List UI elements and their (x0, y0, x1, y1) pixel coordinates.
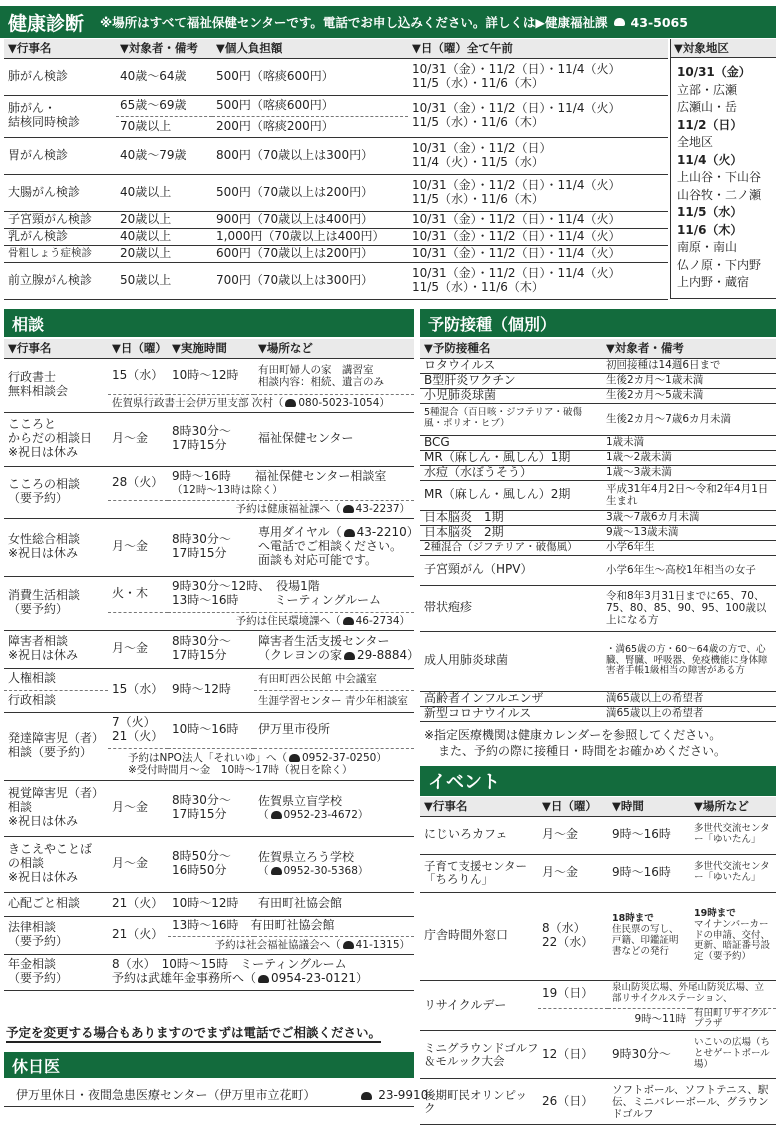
phone-icon (343, 505, 354, 513)
table-row: 胃がん検診 40歳～79歳 800円（70歳以上は300円） 10/31（金）・11/2（日） 11/4（火）・11/5（水） (4, 137, 668, 174)
table-row: 法律相談 （要予約） 21（火） 13時～16時 有田町社協会館 (4, 916, 414, 936)
table-row: MR（麻しん・風しん）2期 平成31年4月2日～令和2年4月1日生まれ (420, 480, 776, 510)
table-row: 心配ごと相談 21（火） 10時～12時 有田町社協会館 (4, 892, 414, 916)
yobo-header-bar (420, 309, 776, 337)
phone-icon (271, 811, 282, 819)
table-row: 子宮頸がん検診 20歳以上 900円（70歳以上は400円） 10/31（金）・11/2（日）・11/4（火） (4, 211, 668, 228)
kenko-header-bar (0, 6, 776, 38)
table-row: 新型コロナウイルス 満65歳以上の希望者 (420, 706, 776, 721)
table-header: ▼行事名 ▼対象者・備考 ▼個人負担額 ▼日（曜）全て午前 (4, 39, 668, 58)
table-row: BCG 1歳未満 (420, 435, 776, 450)
phone-icon (289, 754, 300, 762)
table-row: 前立腺がん検診 50歳以上 700円（70歳以上は300円） 10/31（金）・11/2（日）・11/4（火） 11/5（水）・11/6（木） (4, 262, 668, 299)
table-row: 肺がん検診 40歳～64歳 500円（喀痰600円） 10/31（金）・11/2（日）・11/4（火） 11/5（水）・11/6（木） (4, 58, 668, 95)
phone-icon (344, 652, 355, 660)
table-row: 視覚障害児（者） 相談 ※祝日は休み 月～金 8時30分～ 17時15分 佐賀県立盲学校 （ 0952-23-4672） (4, 780, 414, 836)
table-row: 帯状疱疹 令和8年3月31日までに65、70、75、80、85、90、95、100歳以上になる方 (420, 585, 776, 631)
table-row: こころの相談 （要予約） 28（火） 9時～16時 福祉保健センター相談室 （12時～13時は除く） (4, 466, 414, 500)
table-row: ロタウイルス 初回接種は14週6日まで (420, 358, 776, 373)
table-row: MR（麻しん・風しん）1期 1歳～2歳未満 (420, 450, 776, 465)
table-row: 庁舎時間外窓口 8（水） 22（水） 18時まで 住民票の写し、戸籍、印鑑証明書などの発行 19時まで マイナンバーカードの申請、交付、更新、暗証番号設定（要予約） (420, 892, 776, 980)
table-row: きこえやことば の相談 ※祝日は休み 月～金 8時50分～ 16時50分 佐賀県立ろう学校 （ 0952-30-5368） (4, 836, 414, 892)
table-row: 2種混合（ジフテリア・破傷風） 小学6年生 (420, 540, 776, 555)
kenko-note: ※場所はすべて福祉保健センターです。電話でお申し込みください。詳しくは▶健康福祉課 (100, 15, 608, 30)
table-row: 成人用肺炎球菌 ・満65歳の方・60～64歳の方で、心臓、腎臓、呼吸器、免疫機能に身体障害者手帳1級相当の障害がある方 (420, 631, 776, 691)
table-row: 年金相談 （要予約） 8（水） 10時～15時 ミーティングルーム 予約は武雄年金事務所へ（ 0954-23-0121） (4, 954, 414, 990)
table-row: こころと からだの相談日 ※祝日は休み 月～金 8時30分～ 17時15分 福祉保健センター (4, 412, 414, 466)
table-row: 女性総合相談 ※祝日は休み 月～金 8時30分～ 17時15分 専用ダイヤル（ 43-2210） へ電話でご相談ください。 面談も対応可能です。 (4, 518, 414, 576)
sodan-header-bar (4, 309, 414, 337)
kenko-title: 健康診断 (8, 12, 85, 35)
table-row: 日本脳炎 2期 9歳～13歳未満 (420, 525, 776, 540)
event-table: ▼行事名 ▼日（曜） ▼時間 ▼場所など にじいろカフェ 月～金 9時～16時 多世代交流センター「ゆいたん」 子育て支援センター 「ちろりん」 月～金 9時～16時 多世代交流センター「ゆいたん」 庁舎時間外窓口 8（水） 22（水） 18時まで 住民票の写し、戸籍、印鑑証明書などの発行 19時まで マイナンバーカードの申請、交付、更新、暗証番号設定（要予約） リサイクルデー 19（日） 泉山防災広場、外尾山防災広場、立部リサイクルステーション、 9時～11時 有田町リサイクルプラザ ミニグラウンドゴルフ ＆モルック大会 12（日） 9時30分～ いこいの広場（ちとせゲートボール場） 後期町民オリンピック 26（日） ソフトボール、ソフトテニス、駅伝、ミニバレーボール、グラウンドゴルフ (420, 797, 776, 1125)
table-row: 日本脳炎 1期 3歳～7歳6カ月未満 (420, 510, 776, 525)
table-header: ▼行事名 ▼日（曜） ▼実施時間 ▼場所など (4, 339, 414, 358)
phone-icon (344, 529, 355, 537)
phone-icon (614, 18, 625, 26)
table-row: B型肝炎ワクチン 生後2カ月～1歳未満 (420, 373, 776, 388)
table-row: ミニグラウンドゴルフ ＆モルック大会 12（日） 9時30分～ いこいの広場（ちとせゲートボール場） (420, 1031, 776, 1079)
phone-icon (343, 617, 354, 625)
table-row: 大腸がん検診 40歳以上 500円（70歳以上は200円） 10/31（金）・11/2（日）・11/4（火） 11/5（水）・11/6（木） (4, 174, 668, 211)
sodan-title: 相談 (12, 314, 45, 334)
yobo-table (420, 339, 776, 722)
table-row: 子宮頸がん（HPV） 小学6年生～高校1年相当の女子 (420, 555, 776, 585)
table-row: 70歳以上 200円（喀痰200円） (4, 116, 668, 137)
phone-icon (271, 867, 282, 875)
table-row: 人権相談 15（水） 9時～12時 有田町西公民館 中会議室 (4, 668, 414, 690)
table-row: 後期町民オリンピック 26（日） ソフトボール、ソフトテニス、駅伝、ミニバレーボール、グラウンドゴルフ (420, 1079, 776, 1125)
kenko-table (4, 39, 668, 300)
phone-icon (258, 975, 269, 983)
event-header-bar (420, 766, 776, 796)
table-row: 骨粗しょう症検診 20歳以上 600円（70歳以上は200円） 10/31（金）・11/2（日）・11/4（火） (4, 245, 668, 262)
kenko-phone: 43-5065 (630, 14, 688, 30)
table-row: 5種混合（百日咳・ジフテリア・破傷風・ポリオ・ヒブ） 生後2カ月～7歳6カ月未満 (420, 403, 776, 435)
event-title: イベント (428, 772, 500, 793)
kyujitsu-title: 休日医 (12, 1056, 61, 1076)
table-row: 肺がん・ 結核同時検診 65歳～69歳 500円（喀痰600円） 10/31（金）・11/2（日）・11/4（火） 11/5（水）・11/6（木） (4, 95, 668, 116)
table-row: 発達障害児（者） 相談（要予約） 7（火） 21（火） 10時～16時 伊万里市役所 (4, 712, 414, 748)
phone-icon (343, 941, 354, 949)
sodan-table: ▼行事名 ▼日（曜） ▼実施時間 ▼場所など 行政書士 無料相談会 15（水） 10時～12時 有田町婦人の家 講習室 相談内容：相続、遺言のみ 佐賀県行政書士会伊万里支部 次村（ 080-5023-1054） こころと からだの相談日 ※祝日は休み 月～金 8時30分～ 17時15分 福祉保健センター こころの相談 （要予約） 28（火） 9時～16時 福祉保健センター相談室 （12時～13時は除く） 予約は健康福祉課へ（ 43-2237） 女性総合相談 ※祝日は休み 月～金 8時30分～ 17時15分 専用ダイヤル（ 43-2210） へ電話でご相談ください。 面談も対応可能です。 消費生活相談 （要予約） 火・木 9時30分～12時、 役場1階 13時～16時 ミーティングルーム 予約は住民環境課へ（ 46-2734） 障害者相談 ※祝日は休み 月～金 8時30分～ 17時15分 障害者生活支援センター （クレヨンの家 29-8884） 人権相談 15（水） 9時～12時 有田町西公民館 中会議室 行政相談 生涯学習センター 青少年相談室 発達障害児（者） 相談（要予約） 7（火） 21（火） 10時～16時 伊万里市役所 予約はNPO法人「それいゆ」へ（ 0952-37-0250） ※受付時間月～金 10時～17時（祝日を除く） 視覚障害児（者） 相談 ※祝日は休み 月～金 8時30分～ 17時15分 佐賀県立盲学校 （ 0952-23-4672） きこえやことば の相談 ※祝日は休み 月～金 8時50分～ 16時50分 佐賀県立ろう学校 （ 0952-30-5368） 心配ごと相談 21（火） 10時～12時 有田町社協会館 法律相談 （要予約） 21（火） 13時～16時 有田町社協会館 予約は社会福祉協議会へ（ 41-1315） 年金相談 （要予約） 8（水） 10時～15時 ミーティングルーム 予約は武雄年金事務所へ（ 0954-23-0121） (4, 339, 414, 991)
area-column: ▼対象地区 10/31（金） 立部・広瀬 広瀬山・岳 11/2（日） 全地区 11/4（火） 上山谷・下山谷 山谷牧・二ノ瀬 11/5（水） 11/6（木） 南原・南山 仏ノ原・下内野 上内野・蔵宿 (670, 39, 776, 299)
table-row: 小児肺炎球菌 生後2カ月～5歳未満 (420, 388, 776, 403)
table-row: 水痘（水ぼうそう） 1歳～3歳未満 (420, 465, 776, 480)
holiday-clinic: 伊万里休日・夜間急患医療センター（伊万里市立花町） 23-9910 (16, 1088, 429, 1102)
kyujitsu-header-bar (4, 1052, 414, 1078)
table-header: ▼予防接種名 ▼対象者・備考 (420, 339, 776, 358)
yobo-note: ※指定医療機関は健康カレンダーを参照してください。 また、予約の際に接種日・時間をお確かめください。 (424, 728, 727, 759)
table-row: 障害者相談 ※祝日は休み 月～金 8時30分～ 17時15分 障害者生活支援センター （クレヨンの家 29-8884） (4, 630, 414, 668)
table-row: 行政書士 無料相談会 15（水） 10時～12時 有田町婦人の家 講習室 相談内容：相続、遺言のみ (4, 358, 414, 394)
dedication-note: 予定を変更する場合もありますのでまずは電話でご相談ください。 (6, 1023, 381, 1043)
table-header: ▼行事名 ▼日（曜） ▼時間 ▼場所など (420, 797, 776, 816)
table-row: 子育て支援センター 「ちろりん」 月～金 9時～16時 多世代交流センター「ゆいたん」 (420, 854, 776, 892)
table-row: 消費生活相談 （要予約） 火・木 9時30分～12時、 役場1階 13時～16時 ミーティングルーム (4, 576, 414, 612)
table-row: 乳がん検診 40歳以上 1,000円（70歳以上は400円） 10/31（金）・11/2（日）・11/4（火） (4, 228, 668, 245)
table-row: にじいろカフェ 月～金 9時～16時 多世代交流センター「ゆいたん」 (420, 816, 776, 854)
table-row: リサイクルデー 19（日） 泉山防災広場、外尾山防災広場、立部リサイクルステーション、 (420, 980, 776, 1008)
phone-icon (361, 1092, 372, 1100)
yobo-title: 予防接種（個別） (428, 314, 557, 334)
table-row: 高齢者インフルエンザ 満65歳以上の希望者 (420, 691, 776, 706)
phone-icon (285, 399, 296, 407)
